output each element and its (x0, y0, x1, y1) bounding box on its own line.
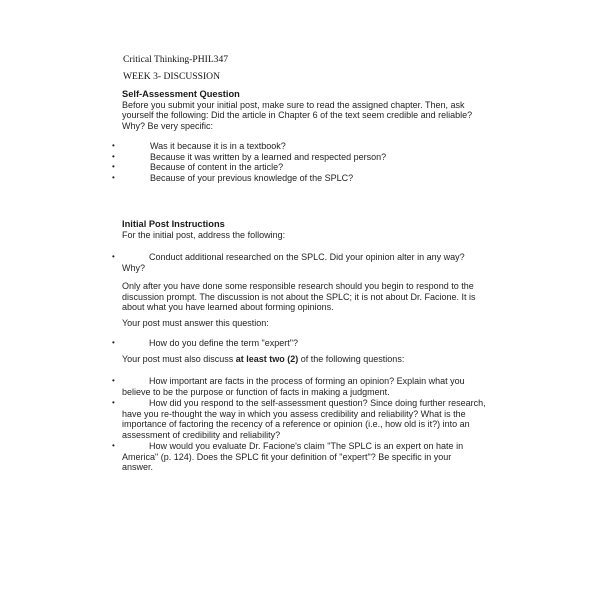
bullet-text: Because it was written by a learned and respected person? (150, 151, 387, 162)
bullet-icon: • (112, 162, 115, 172)
self-assessment-intro: Before you submit your initial post, make sure to read the assigned chapter. Then, ask yourself the following: Did the article in Chapter 6 of the text seem credible and reliable? Why? Be very specific: (122, 99, 473, 131)
week-title: WEEK 3- DISCUSSION (123, 71, 221, 82)
research-bullet-text: Conduct additional researched on the SPLC. Did your opinion alter in any way? Why? (122, 252, 465, 273)
list-item (0, 141, 600, 152)
list-item (0, 173, 600, 184)
paragraph-text: Only after you have done some responsible research should you begin to respond to the discussion prompt. The discussion is not about the SPLC; it is not about Dr. Facione. It is about what you have learned about forming opinions. (122, 281, 476, 313)
self-assessment-section (122, 89, 487, 131)
also-discuss-line (122, 354, 487, 365)
responsible-research-paragraph (122, 281, 487, 313)
text-span: Your post must also discuss (122, 354, 236, 364)
bullet-icon: • (112, 398, 115, 407)
question-text: How did you respond to the self-assessment question? Since doing further research, have you re-thought the way in which you assess credibility and reliability? What is the importance of factoring the recency of a reference or opinion (i.e., how old is it?) into an assessment of credibility and reliability? (122, 398, 486, 440)
bullet-icon: • (112, 338, 115, 347)
paragraph-text (122, 354, 487, 365)
emphasis-text: at least two (2) (235, 354, 299, 364)
text-span: of the following questions: (298, 354, 405, 364)
bullet-icon: • (112, 172, 115, 182)
bullet-text: Because of your previous knowledge of the SPLC? (150, 172, 354, 183)
question-text: How important are facts in the process of forming an opinion? Explain what you believe to be the purpose or function of facts in making a judgment. (122, 376, 465, 397)
bullet-text: Because of content in the article? (150, 162, 284, 173)
initial-post-intro: For the initial post, address the following: (122, 229, 286, 240)
expert-bullet-text: How do you define the term "expert"? (149, 338, 298, 348)
question-text: How would you evaluate Dr. Facione's claim "The SPLC is an expert on hate in America" (p. 124). Does the SPLC fit your definition of "expert"? Be specific in your answer. (122, 441, 464, 473)
bullet-icon: • (112, 252, 115, 261)
course-title: Critical Thinking-PHIL347 (123, 54, 229, 65)
bullet-icon: • (112, 376, 115, 385)
bullet-icon: • (112, 141, 115, 150)
must-answer-line (122, 318, 487, 329)
initial-post-section (122, 219, 487, 240)
bullet-icon: • (112, 151, 115, 161)
paragraph-text: Your post must answer this question: (122, 318, 269, 328)
bullet-text: Was it because it is in a textbook? (150, 141, 286, 151)
self-assessment-bullets (0, 141, 600, 183)
self-assessment-heading: Self-Assessment Question (122, 89, 240, 99)
initial-post-heading: Initial Post Instructions (122, 219, 225, 229)
list-item (0, 162, 600, 173)
list-item (0, 152, 600, 163)
bullet-icon: • (112, 441, 115, 450)
